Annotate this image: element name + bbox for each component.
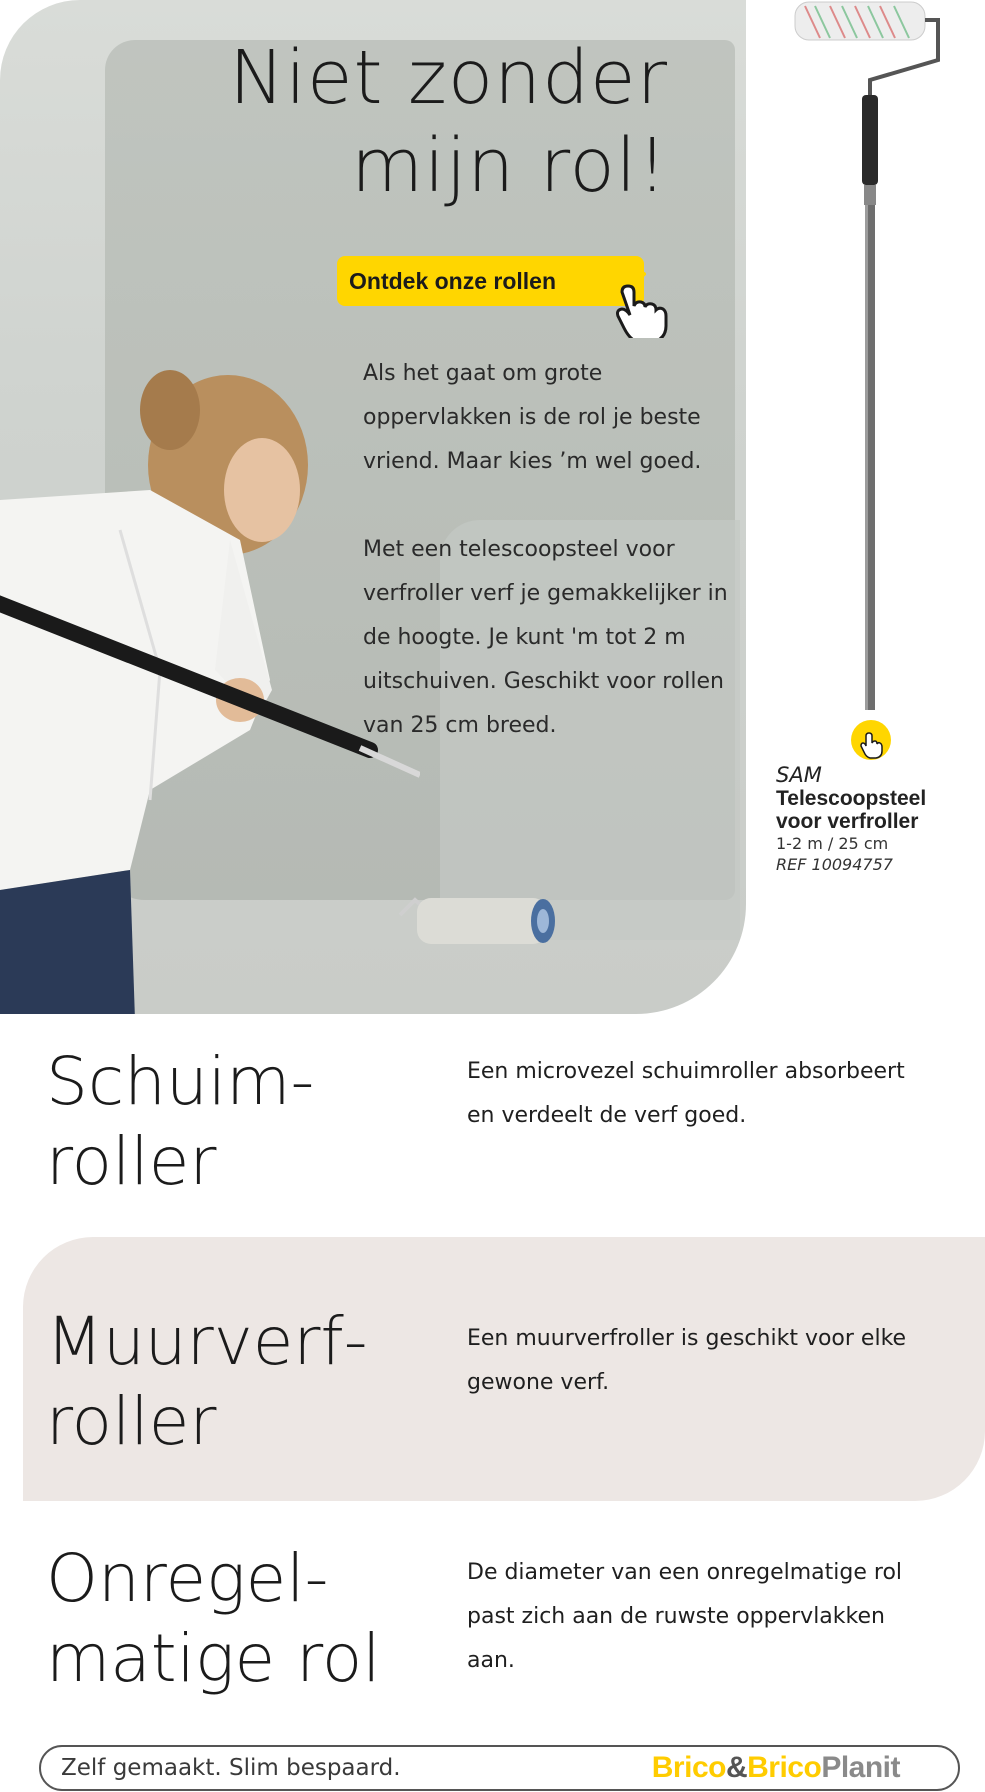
logo-part: Brico xyxy=(747,1751,822,1784)
logo-part: Planit xyxy=(821,1751,900,1784)
section-irregular-roller xyxy=(0,1501,985,1721)
telescopic-roller-image xyxy=(790,0,950,720)
woman-painting-image xyxy=(0,370,420,1014)
hero-description xyxy=(363,352,743,748)
hero-paragraph: Als het gaat om grote oppervlakken is de rol je beste vriend. Maar kies ’m wel goed. xyxy=(363,361,702,474)
brand-logo[interactable] xyxy=(652,1751,900,1785)
heading-line: Muurverf- xyxy=(46,1303,368,1380)
paint-roller-on-wall xyxy=(395,880,560,960)
section-heading xyxy=(46,1539,381,1699)
pointer-hand-icon xyxy=(850,719,892,761)
pointer-hand-icon xyxy=(598,262,672,338)
heading-line: roller xyxy=(46,1123,217,1200)
title-line: Niet zonder xyxy=(229,35,668,121)
product-name: Telescoopsteel voor verfroller xyxy=(776,787,927,833)
footer-slogan: Zelf gemaakt. Slim bespaard. xyxy=(61,1755,401,1781)
logo-part: Brico xyxy=(651,1751,726,1784)
product-ref: REF 10094757 xyxy=(776,855,893,874)
logo-part: & xyxy=(725,1751,748,1784)
section-wall-paint-roller xyxy=(23,1237,985,1501)
section-description: Een microvezel schuimroller absorbeert en verdeelt de verf goed. xyxy=(467,1059,905,1128)
product-spec: 1-2 m / 25 cm xyxy=(776,834,889,853)
section-description: Een muurverfroller is geschikt voor elke gewone verf. xyxy=(467,1326,907,1395)
section-description: De diameter van een onregelmatige rol past zich aan de ruwste oppervlakken aan. xyxy=(467,1560,903,1673)
heading-line: Onregel- xyxy=(46,1540,329,1617)
product-info xyxy=(776,763,976,875)
heading-line: matige rol xyxy=(46,1620,381,1697)
title-line: mijn rol! xyxy=(351,123,668,209)
hero-paragraph: Met een telescoopsteel voor verfroller verf je gemakkelijker in de hoogte. Je kunt 'm tot 2 m uitschuiven. Geschikt voor rollen van 25 cm breed. xyxy=(363,537,728,738)
page-title xyxy=(229,34,668,210)
section-heading xyxy=(46,1302,368,1462)
heading-line: roller xyxy=(46,1383,217,1460)
heading-line: Schuim- xyxy=(46,1043,315,1120)
section-foam-roller xyxy=(0,1014,985,1244)
section-heading xyxy=(46,1042,314,1202)
footer-bar xyxy=(39,1745,960,1791)
product-brand: SAM xyxy=(776,763,822,787)
discover-rollers-button[interactable]: Ontdek onze rollen xyxy=(337,256,644,306)
